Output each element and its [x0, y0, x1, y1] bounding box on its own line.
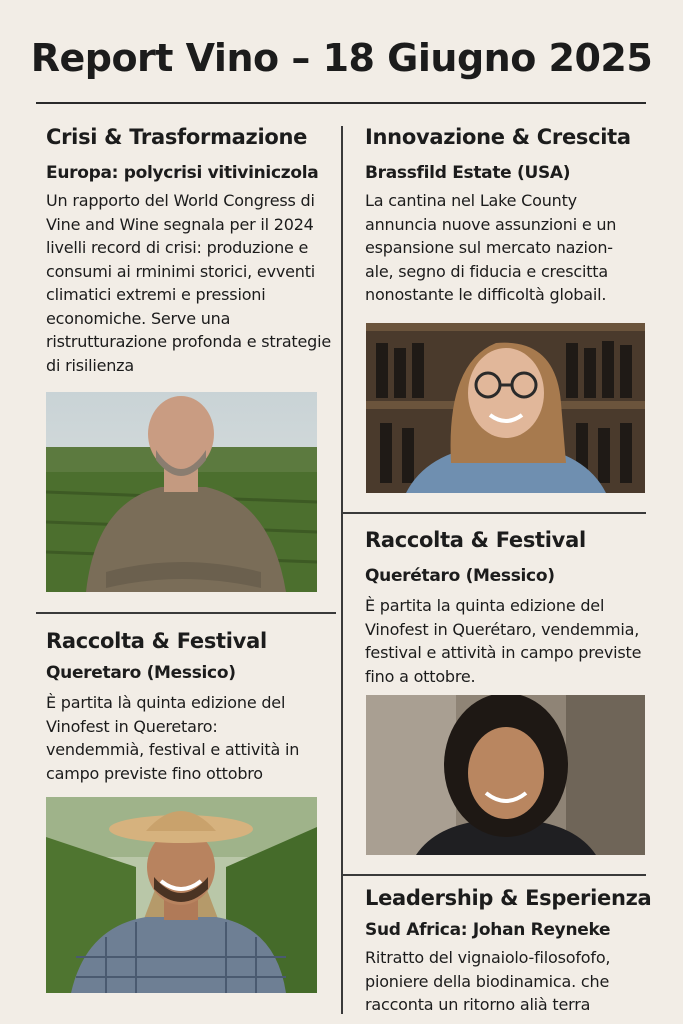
section-body: Ritratto del vignaiolo-filosofofo, pioniere della biodinamica. che racconta un ritorno alià terra [365, 948, 611, 1014]
right-section-innovazione [365, 125, 655, 307]
section-heading: Raccolta & Festival [365, 528, 586, 552]
right-section-divider-2 [342, 874, 646, 876]
section-heading: Raccolta & Festival [46, 629, 267, 653]
section-subheading: Europa: polycrisi vitiviniczola [46, 163, 319, 183]
section-heading: Leadership & Esperienza [365, 886, 652, 910]
right-section-divider-1 [342, 512, 646, 514]
left-section-crisi [46, 125, 336, 377]
section-heading: Crisi & Trasformazione [46, 125, 308, 149]
section-subheading: Brassfild Estate (USA) [365, 163, 571, 183]
left-section-festival [46, 629, 336, 785]
section-subheading: Queretaro (Messico) [46, 663, 236, 683]
right-section-leadership [365, 886, 655, 1017]
section-body: È partita la quinta edizione del Vinofest in Querétaro, vendemmia, festival e attività in campo previste fino a ottobre. [365, 596, 642, 686]
title-divider [36, 102, 646, 104]
left-section-divider [36, 612, 336, 614]
right-section-festival [365, 528, 655, 688]
photo-man-vineyard [46, 392, 317, 592]
photo-woman-glasses [366, 323, 645, 493]
section-heading: Innovazione & Crescita [365, 125, 631, 149]
section-body: È partita là quinta edizione del Vinofest in Queretaro: vendemmià, festival e attività in campo previste fino ottobro [46, 693, 300, 783]
page-title: Report Vino – 18 Giugno 2025 [30, 36, 653, 80]
section-body: Un rapporto del World Congress di Vine and Wine segnala per il 2024 livelli record di crisi: produzione e consumi ai rminimi storici, evventi climatici extremi e pressioni economiche. Serve una ristrutturazione profonda e strategie di risilienza [46, 191, 331, 375]
photo-man-straw-hat [46, 797, 317, 993]
section-body: La cantina nel Lake County annuncia nuove assunzioni e un espansione sul mercato nazion-ale, segno di fiducia e crescitta nonostante le difficoltà globail. [365, 191, 617, 304]
section-subheading: Sud Africa: Johan Reyneke [365, 920, 611, 940]
photo-woman-curly-hair [366, 695, 645, 855]
section-subheading: Querétaro (Messico) [365, 566, 555, 586]
column-divider [341, 126, 343, 1014]
